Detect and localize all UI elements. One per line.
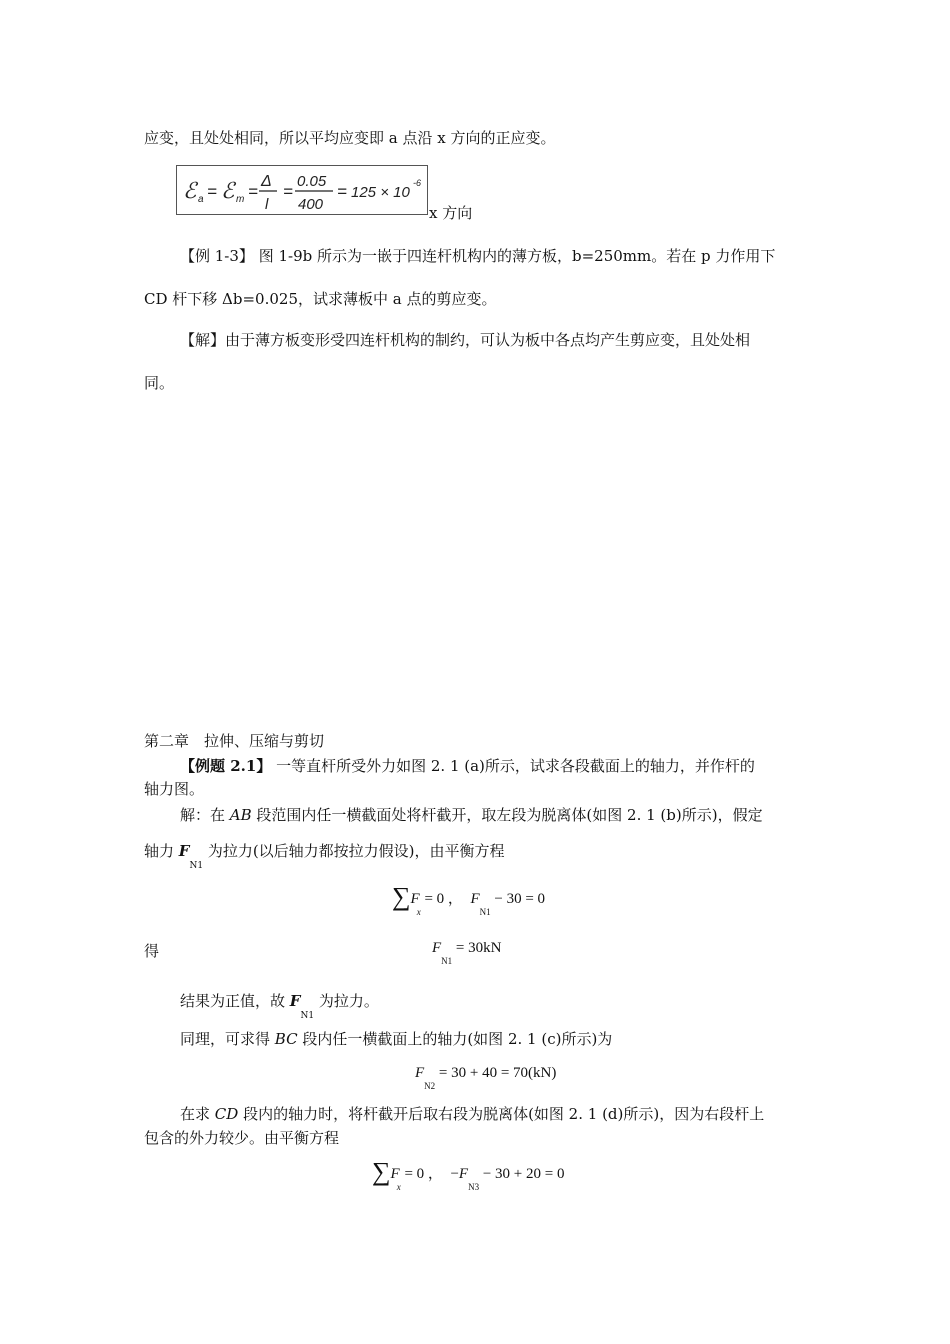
epsilon-a-symbol: ℰ <box>183 178 197 203</box>
solution-2-1-line2: 轴力 $F_{N1}$ 为拉力(以后轴力都按拉力假设)，由平衡方程 <box>144 842 505 871</box>
solution-2-1-line1: 解：在 AB 段范围内任一横截面处将杆截开，取左段为脱离体(如图 2. 1 (b)所示)，假定 <box>180 806 763 824</box>
chapter-title: 第二章 拉伸、压缩与剪切 <box>144 732 325 750</box>
example-2-1-label: 【例题 2.1】 <box>180 757 272 775</box>
segment-ab: AB <box>229 806 252 824</box>
equation-1: $\sum F_x = 0$ ， $F_{N1} - 30 = 0$ <box>392 882 546 917</box>
epsilon-a-subscript: a <box>198 194 204 205</box>
fraction2-numerator: 0.05 <box>297 173 327 190</box>
equation-3: $F_{N2} = 30 + 40 = 70(kN)$ <box>415 1065 557 1091</box>
paragraph-strain-average: 应变，且处处相同，所以平均应变即 a 点沿 x 方向的正应变。 <box>144 129 556 147</box>
example-2-1-line2: 轴力图。 <box>144 780 205 798</box>
svg-text:=: = <box>207 182 217 201</box>
formula-suffix: x 方向 <box>429 204 473 222</box>
epsilon-m-symbol: ℰ <box>221 178 235 203</box>
cd-line2: 包含的外力较少。由平衡方程 <box>144 1129 340 1147</box>
strain-formula-image <box>176 165 428 215</box>
formula-result: 125 × 10 <box>351 184 410 201</box>
example-1-3-line2: CD 杆下移 Δb=0.025，试求薄板中 a 点的剪应变。 <box>144 290 497 308</box>
example-2-1-text: 一等直杆所受外力如图 2. 1 (a)所示，试求各段截面上的轴力，并作杆的 <box>271 757 755 775</box>
fraction2-denominator: 400 <box>298 196 324 213</box>
segment-cd: CD <box>214 1105 239 1123</box>
fraction1-denominator: l <box>265 196 269 213</box>
sigma-symbol: ∑ <box>372 1157 391 1186</box>
example-1-3-line1: 【例 1-3】 图 1-9b 所示为一嵌于四连杆机构内的薄方板，b=250mm。若在 p 力作用下 <box>180 247 776 265</box>
segment-bc: BC <box>274 1030 298 1048</box>
svg-text:=: = <box>283 182 293 201</box>
solution-line2: 同。 <box>144 374 175 392</box>
formula-exponent: -6 <box>413 178 422 188</box>
epsilon-m-subscript: m <box>236 194 245 205</box>
sigma-symbol: ∑ <box>392 882 411 911</box>
fraction1-numerator: Δ <box>261 173 272 190</box>
equation-4: $\sum F_x = 0$ ， $-F_{N3} - 30 + 20 = 0$ <box>372 1157 565 1192</box>
solution-line1: 【解】由于薄方板变形受四连杆机构的制约，可认为板中各点均产生剪应变，且处处相 <box>180 331 751 349</box>
svg-text:=: = <box>337 182 347 201</box>
result-line: 结果为正值，故 $F_{N1}$ 为拉力。 <box>180 992 379 1021</box>
force-symbol: F <box>178 842 190 860</box>
svg-text:=: = <box>248 182 258 201</box>
same-line: 同理，可求得 BC 段内任一横截面上的轴力(如图 2. 1 (c)所示)为 <box>180 1030 613 1048</box>
example-2-1-line1 <box>180 755 755 776</box>
de-label: 得 <box>144 942 160 960</box>
cd-line1: 在求 CD 段内的轴力时，将杆截开后取右段为脱离体(如图 2. 1 (d)所示)，因为右段杆上 <box>180 1105 765 1123</box>
equation-2: $F_{N1} = 30kN$ <box>432 940 502 966</box>
